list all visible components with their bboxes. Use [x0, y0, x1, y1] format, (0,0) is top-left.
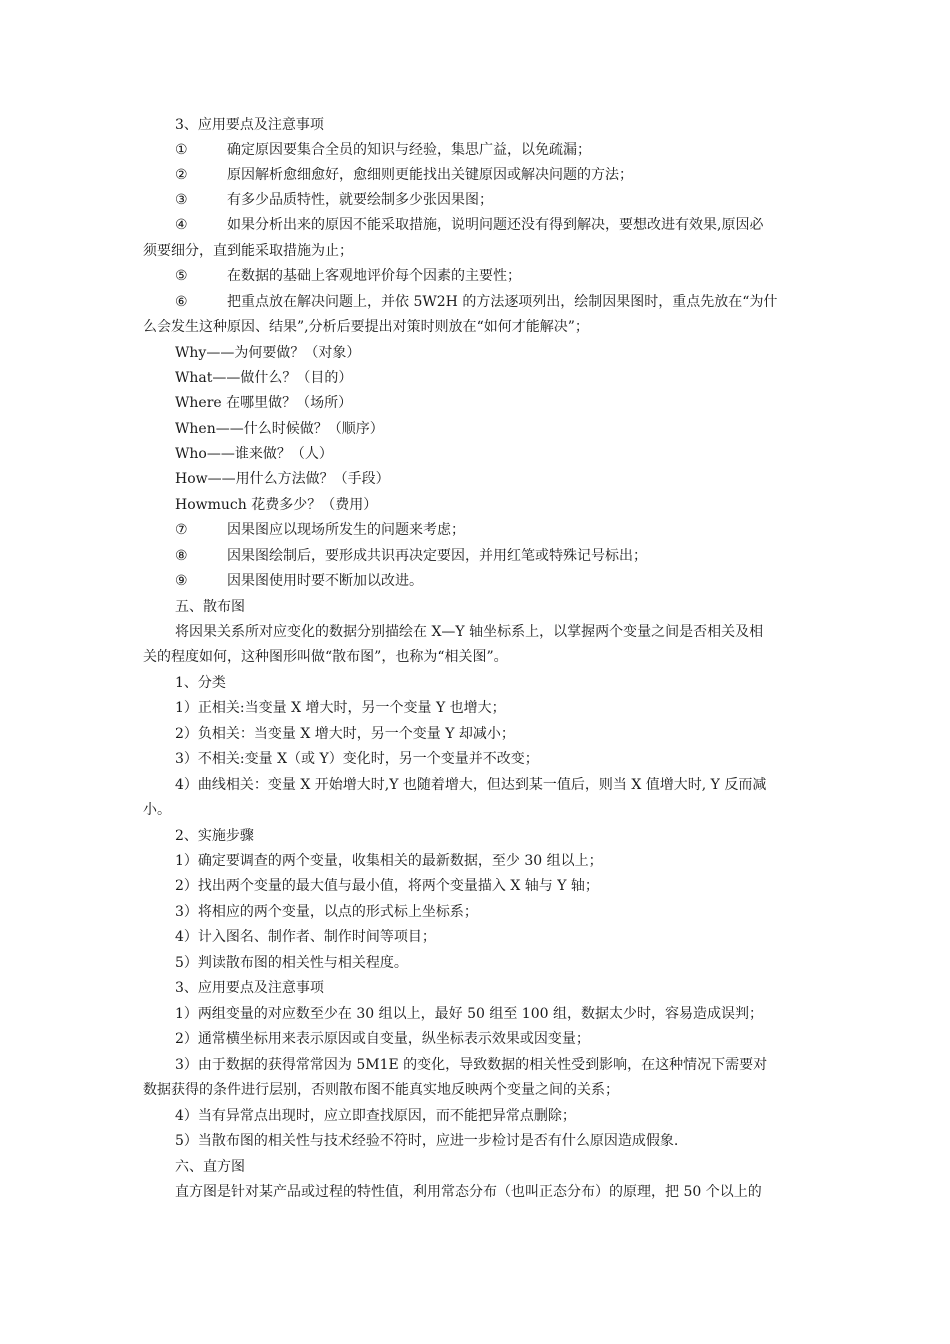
- list-item: 1）正相关:当变量 X 增大时，另一个变量 Y 也增大；: [175, 700, 506, 716]
- paragraph-continuation: 关的程度如何，这种图形叫做“散布图”，也称为“相关图”。: [143, 649, 508, 665]
- list-marker: ⑨: [175, 573, 188, 589]
- list-item: [175, 213, 808, 238]
- list-item: [175, 544, 808, 569]
- list-item-continuation: 数据获得的条件进行层别，否则散布图不能真实地反映两个变量之间的关系；: [143, 1082, 619, 1098]
- list-item: 5）当散布图的相关性与技术经验不符时，应进一步检讨是否有什么原因造成假象.: [175, 1133, 679, 1149]
- list-item-continuation: 小。: [143, 802, 171, 818]
- list-marker: ②: [175, 167, 188, 183]
- list-text: 因果图应以现场所发生的问题来考虑；: [227, 522, 465, 538]
- list-item: 3）不相关:变量 X（或 Y）变化时，另一个变量并不改变；: [175, 751, 539, 767]
- 5w2h-item: When——什么时候做？（顺序）: [175, 421, 384, 437]
- list-item: 5）判读散布图的相关性与相关程度。: [175, 955, 408, 971]
- 5w2h-item: How——用什么方法做？（手段）: [175, 471, 390, 487]
- list-item-continuation: 须要细分，直到能采取措施为止；: [143, 243, 353, 259]
- list-item: 1）两组变量的对应数至少在 30 组以上，最好 50 组至 100 组，数据太少时，容易造成误判；: [175, 1006, 763, 1022]
- list-item: 3）将相应的两个变量，以点的形式标上坐标系；: [175, 904, 478, 920]
- list-item: [175, 138, 808, 163]
- paragraph: 将因果关系所对应变化的数据分别描绘在 X—Y 轴坐标系上，以掌握两个变量之间是否相关及相: [175, 624, 764, 640]
- paragraph: 直方图是针对某产品或过程的特性值，利用常态分布（也叫正态分布）的原理，把 50 个以上的: [175, 1184, 762, 1200]
- list-item: [175, 569, 808, 594]
- section-heading-histogram: 六、直方图: [175, 1159, 245, 1175]
- list-item: [175, 188, 808, 213]
- 5w2h-item: Where 在哪里做？（场所）: [175, 395, 353, 411]
- 5w2h-item: Howmuch 花费多少？（费用）: [175, 497, 378, 513]
- list-marker: ⑦: [175, 522, 188, 538]
- list-item: 3）由于数据的获得常常因为 5M1E 的变化，导致数据的相关性受到影响，在这种情况下需要对: [175, 1057, 768, 1073]
- list-marker: ④: [175, 217, 188, 233]
- list-text: 因果图使用时要不断加以改进。: [227, 573, 423, 589]
- list-text: 如果分析出来的原因不能采取措施，说明问题还没有得到解决，要想改进有效果,原因必: [227, 217, 764, 233]
- list-item: 2）找出两个变量的最大值与最小值，将两个变量描入 X 轴与 Y 轴；: [175, 878, 599, 894]
- list-marker: ⑧: [175, 548, 188, 564]
- list-item: [175, 163, 808, 188]
- list-item-continuation: 么会发生这种原因、结果”,分析后要提出对策时则放在“如何才能解决”；: [143, 319, 589, 335]
- section-heading-scatter: 五、散布图: [175, 599, 245, 615]
- list-item: [175, 290, 808, 315]
- list-item: 4）曲线相关：变量 X 开始增大时,Y 也随着增大，但达到某一值后，则当 X 值增大时, Y 反而减: [175, 777, 767, 793]
- list-item: [175, 518, 808, 543]
- 5w2h-item: Who——谁来做？（人）: [175, 446, 333, 462]
- list-item: 2）通常横坐标用来表示原因或自变量，纵坐标表示效果或因变量；: [175, 1031, 590, 1047]
- list-text: 把重点放在解决问题上，并依 5W2H 的方法逐项列出，绘制因果图时，重点先放在“为什: [227, 294, 778, 310]
- list-marker: ⑤: [175, 268, 188, 284]
- list-text: 确定原因要集合全员的知识与经验，集思广益，以免疏漏；: [227, 142, 591, 158]
- list-item: [175, 264, 808, 289]
- list-marker: ①: [175, 142, 188, 158]
- 5w2h-item: What——做什么？（目的）: [175, 370, 353, 386]
- list-text: 因果图绘制后，要形成共识再决定要因，并用红笔或特殊记号标出；: [227, 548, 647, 564]
- 5w2h-item: Why——为何要做？（对象）: [175, 345, 361, 361]
- list-item: 2）负相关：当变量 X 增大时，另一个变量 Y 却减小；: [175, 726, 515, 742]
- subheading-application-points: 3、应用要点及注意事项: [175, 980, 324, 996]
- list-marker: ③: [175, 192, 188, 208]
- list-item: 1）确定要调查的两个变量，收集相关的最新数据，至少 30 组以上；: [175, 853, 603, 869]
- list-text: 在数据的基础上客观地评价每个因素的主要性；: [227, 268, 521, 284]
- list-item: 4）当有异常点出现时，应立即查找原因，而不能把异常点删除；: [175, 1108, 576, 1124]
- heading-application-points: 3、应用要点及注意事项: [175, 117, 324, 133]
- subheading-classification: 1、分类: [175, 675, 226, 691]
- list-item: 4）计入图名、制作者、制作时间等项目；: [175, 929, 436, 945]
- list-text: 有多少品质特性，就要绘制多少张因果图；: [227, 192, 493, 208]
- list-marker: ⑥: [175, 294, 188, 310]
- list-text: 原因解析愈细愈好，愈细则更能找出关键原因或解决问题的方法；: [227, 167, 633, 183]
- subheading-steps: 2、实施步骤: [175, 828, 254, 844]
